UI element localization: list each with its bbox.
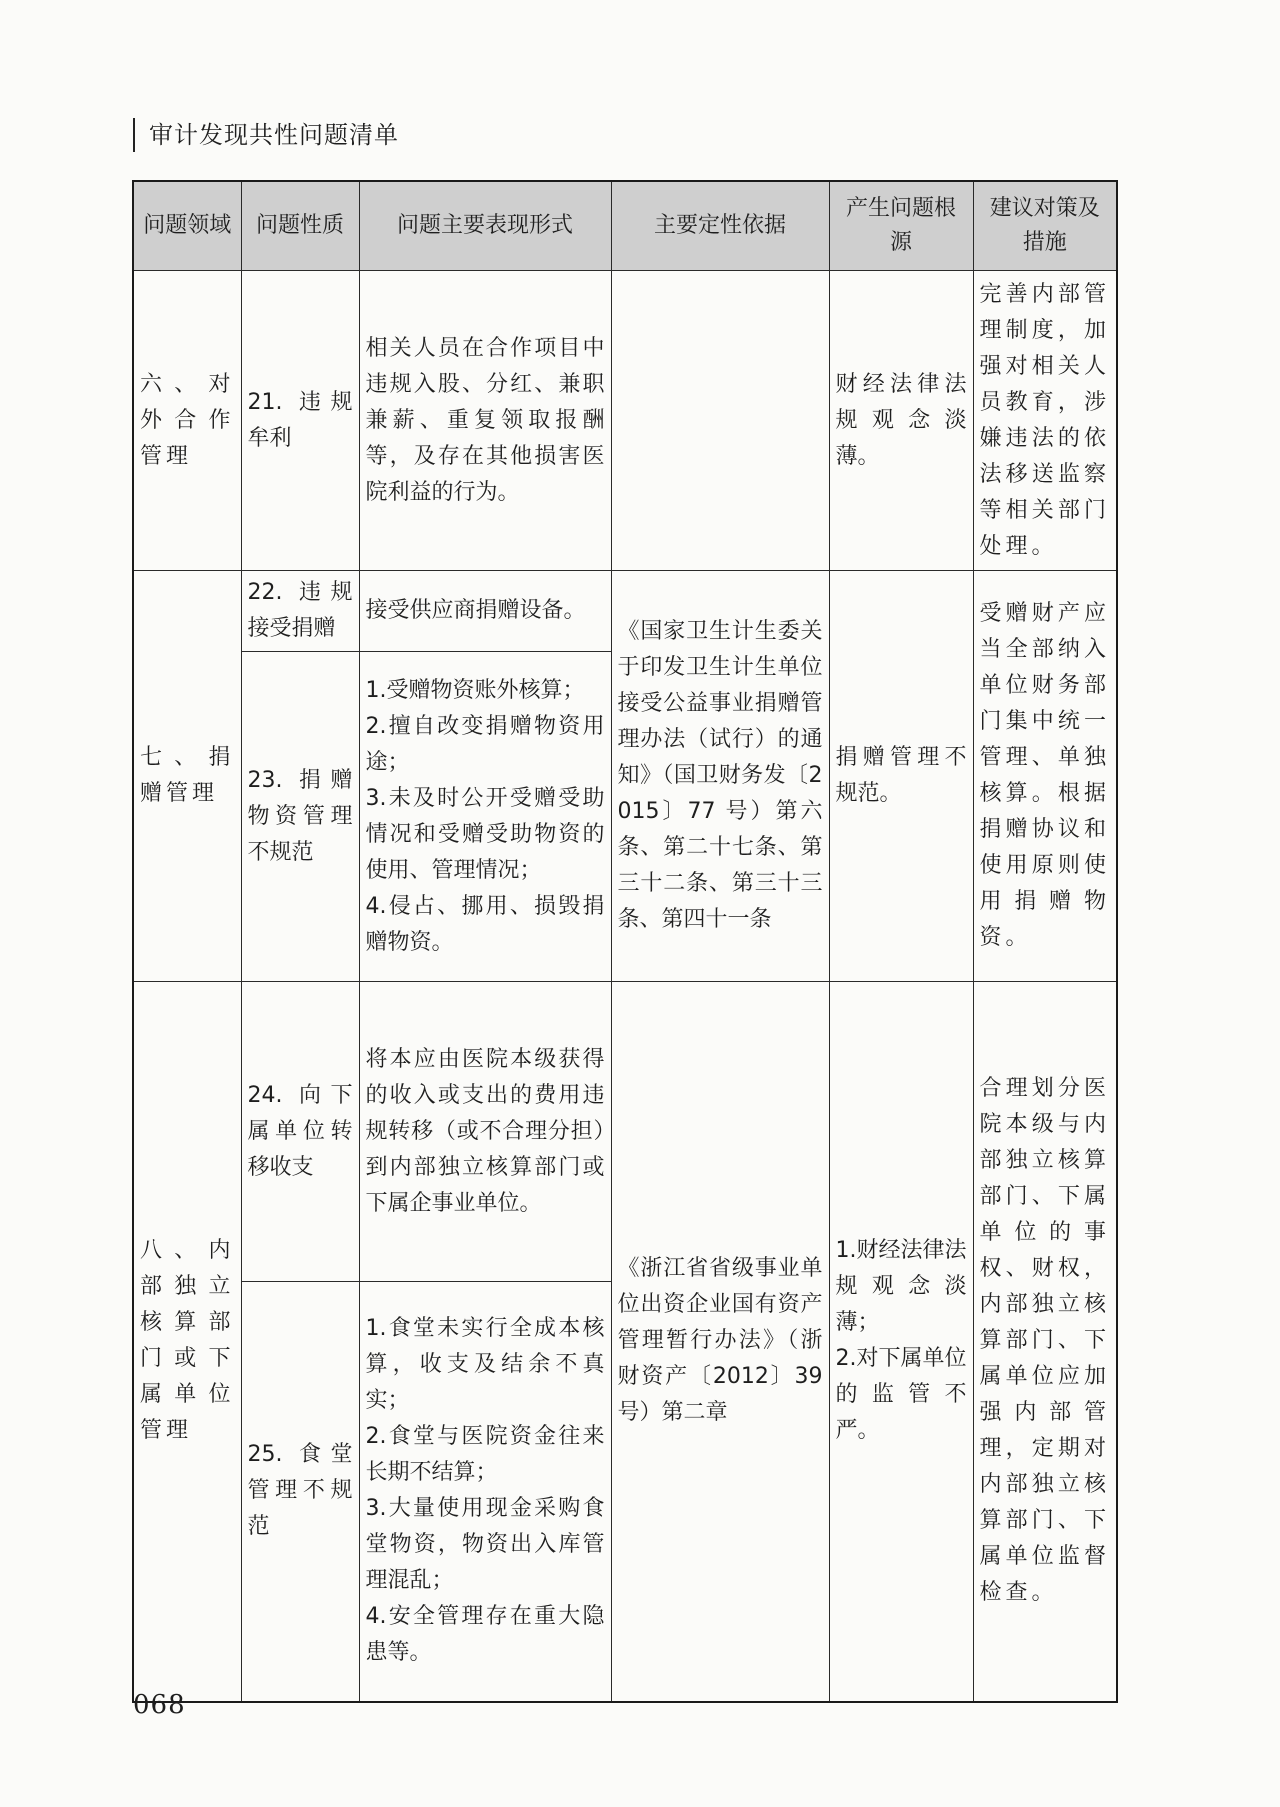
table-row: [133, 571, 1117, 652]
nature-cell: 21. 违规牟利: [241, 271, 359, 571]
forms-cell: 相关人员在合作项目中违规入股、分红、兼职兼薪、重复领取报酬等，及存在其他损害医院利益的行为。: [359, 271, 611, 571]
area-cell: 七、捐赠管理: [133, 571, 241, 982]
area-cell: 八、内部独立核算部门或下属单位管理: [133, 982, 241, 1702]
forms-cell: 将本应由医院本级获得的收入或支出的费用违规转移（或不合理分担）到内部独立核算部门或下属企事业单位。: [359, 982, 611, 1282]
issues-table: [132, 180, 1118, 1703]
basis-cell: 《国家卫生计生委关于印发卫生计生单位接受公益事业捐赠管理办法（试行）的通知》（国卫财务发〔2015〕77 号）第六条、第二十七条、第三十二条、第三十三条、第四十一条: [611, 571, 829, 982]
header-root-cause: 产生问题根源: [829, 181, 973, 271]
header-basis: 主要定性依据: [611, 181, 829, 271]
root-cause-cell: 捐赠管理不规范。: [829, 571, 973, 982]
area-cell: 六、对外合作管理: [133, 271, 241, 571]
forms-cell: 1.受赠物资账外核算； 2.擅自改变捐赠物资用途； 3.未及时公开受赠受助情况和受赠受助物资的使用、管理情况； 4.侵占、挪用、损毁捐赠物资。: [359, 652, 611, 982]
header-area: 问题领域: [133, 181, 241, 271]
basis-cell: [611, 271, 829, 571]
page-number: 068: [133, 1690, 186, 1720]
nature-cell: 25. 食堂管理不规范: [241, 1282, 359, 1702]
root-cause-cell: 1.财经法律法规观念淡薄； 2.对下属单位的监管不严。: [829, 982, 973, 1702]
nature-cell: 24. 向下属单位转移收支: [241, 982, 359, 1282]
forms-cell: 接受供应商捐赠设备。: [359, 571, 611, 652]
header-forms: 问题主要表现形式: [359, 181, 611, 271]
nature-cell: 23. 捐赠物资管理不规范: [241, 652, 359, 982]
header-nature: 问题性质: [241, 181, 359, 271]
suggestion-cell: 受赠财产应当全部纳入单位财务部门集中统一管理、单独核算。根据捐赠协议和使用原则使用捐赠物资。: [973, 571, 1117, 982]
table-row: [133, 271, 1117, 571]
running-head-title: 审计发现共性问题清单: [133, 118, 399, 152]
table-row: [133, 982, 1117, 1282]
nature-cell: 22. 违规接受捐赠: [241, 571, 359, 652]
basis-cell: 《浙江省省级事业单位出资企业国有资产管理暂行办法》（浙财资产〔2012〕39 号）第二章: [611, 982, 829, 1702]
table-body: [133, 271, 1117, 1702]
root-cause-cell: 财经法律法规观念淡薄。: [829, 271, 973, 571]
suggestion-cell: 合理划分医院本级与内部独立核算部门、下属单位的事权、财权，内部独立核算部门、下属单位应加强内部管理，定期对内部独立核算部门、下属单位监督检查。: [973, 982, 1117, 1702]
forms-cell: 1.食堂未实行全成本核算，收支及结余不真实； 2.食堂与医院资金往来长期不结算； 3.大量使用现金采购食堂物资，物资出入库管理混乱； 4.安全管理存在重大隐患等。: [359, 1282, 611, 1702]
header-suggestion: 建议对策及措施: [973, 181, 1117, 271]
suggestion-cell: 完善内部管理制度，加强对相关人员教育，涉嫌违法的依法移送监察等相关部门处理。: [973, 271, 1117, 571]
table-header-row: [133, 181, 1117, 271]
